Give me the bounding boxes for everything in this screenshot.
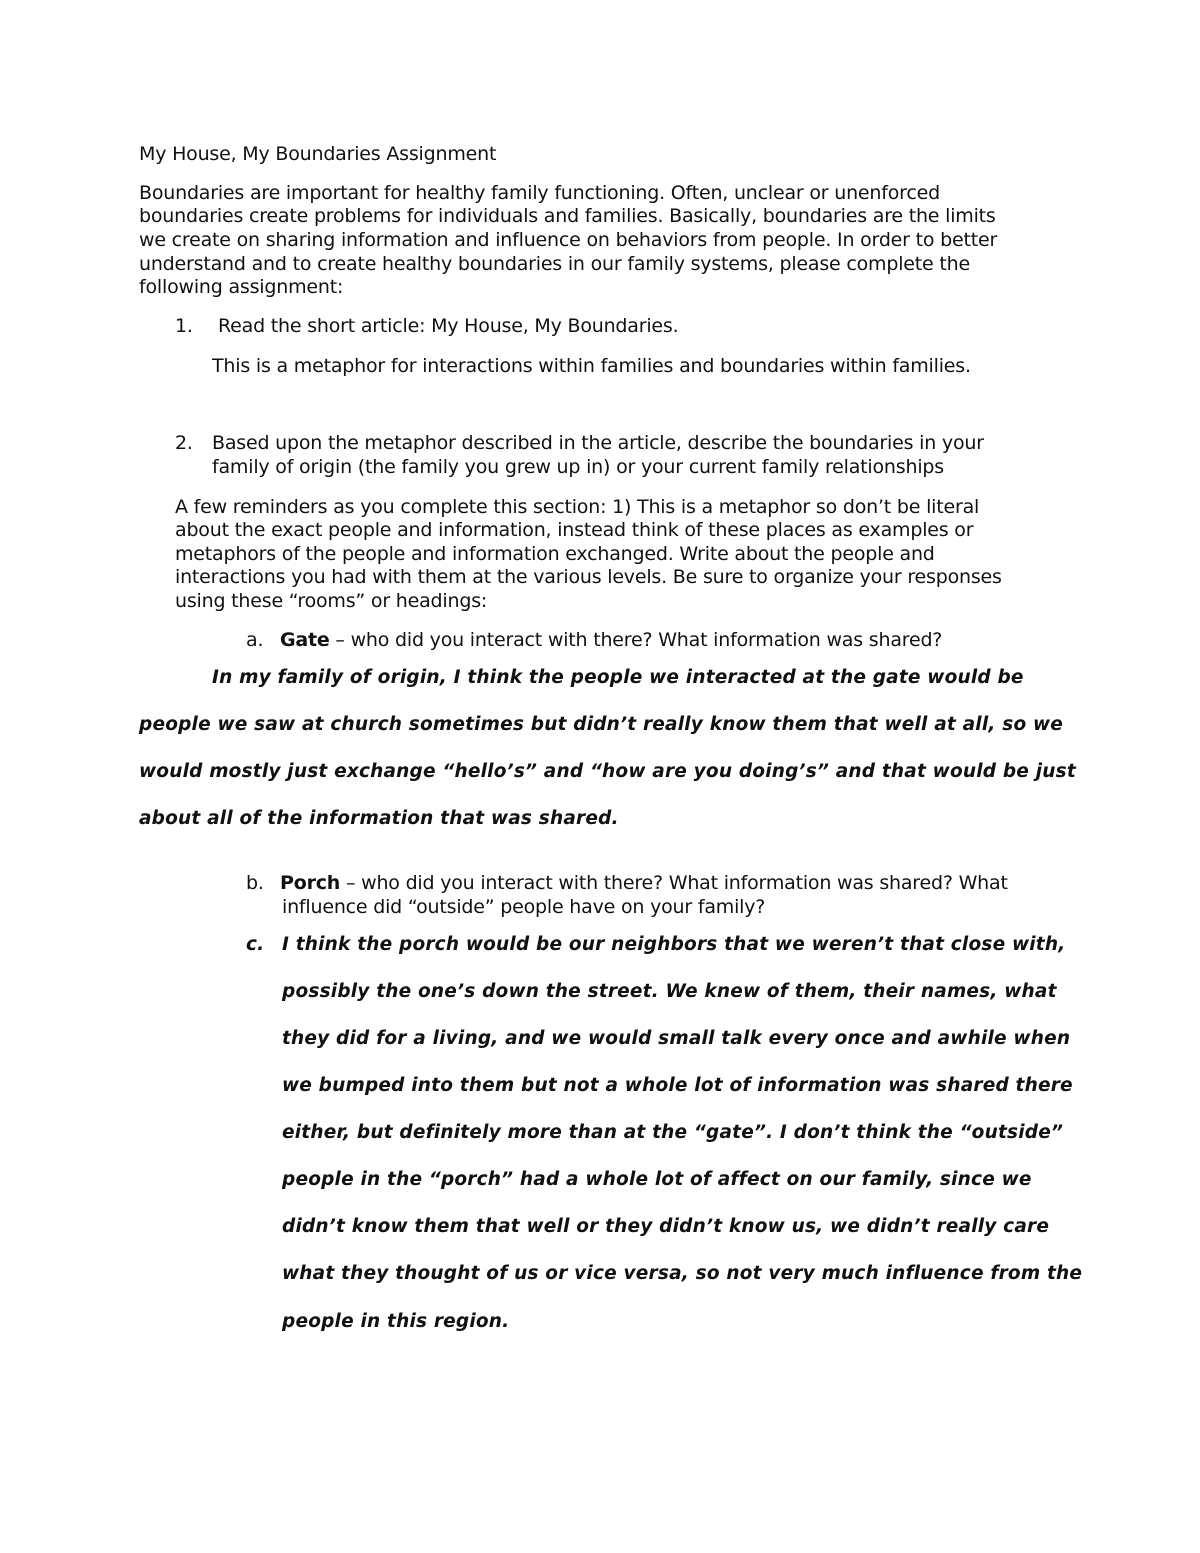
list-item-text: Based upon the metaphor described in the article, describe the boundaries in your — [212, 432, 984, 454]
porch-answer-line: they did for a living, and we would small talk every once and awhile when — [282, 1028, 1071, 1049]
intro-line: boundaries create problems for individuals and families. Basically, boundaries are the limits — [139, 205, 996, 227]
intro-line: Boundaries are important for healthy family functioning. Often, unclear or unenforced — [139, 182, 940, 204]
porch-marker: b. — [246, 872, 264, 894]
intro-line: following assignment: — [139, 276, 344, 298]
intro-line: we create on sharing information and influence on behaviors from people. In order to better — [139, 229, 998, 251]
porch-answer-line: didn’t know them that well or they didn’t know us, we didn’t really care — [282, 1216, 1050, 1237]
porch-heading: Porch — [280, 872, 341, 894]
list-item-text: Read the short article: My House, My Boundaries. — [218, 315, 679, 337]
gate-answer-line: In my family of origin, I think the people we interacted at the gate would be — [212, 667, 1024, 688]
porch-answer-line: either, but definitely more than at the “gate”. I don’t think the “outside” — [282, 1122, 1064, 1143]
porch-answer-line: people in the “porch” had a whole lot of affect on our family, since we — [282, 1169, 1032, 1190]
intro-line: understand and to create healthy boundaries in our family systems, please complete the — [139, 253, 970, 275]
porch-answer-line: I think the porch would be our neighbors that we weren’t that close with, — [282, 934, 1066, 955]
gate-answer-line: about all of the information that was shared. — [139, 808, 619, 829]
gate-marker: a. — [246, 629, 264, 651]
porch-answer-marker: c. — [246, 934, 265, 955]
reminder-line: about the exact people and information, instead think of these places as examples or — [175, 519, 974, 541]
porch-answer-line: what they thought of us or vice versa, so not very much influence from the — [282, 1263, 1083, 1284]
porch-question-text: influence did “outside” people have on your family? — [282, 896, 766, 918]
document-title: My House, My Boundaries Assignment — [139, 143, 497, 165]
list-item-note: This is a metaphor for interactions within families and boundaries within families. — [212, 355, 971, 377]
gate-question-text: – who did you interact with there? What information was shared? — [329, 629, 943, 651]
porch-answer-line: we bumped into them but not a whole lot of information was shared there — [282, 1075, 1073, 1096]
reminder-line: metaphors of the people and information exchanged. Write about the people and — [175, 543, 935, 565]
porch-question — [246, 872, 1008, 896]
reminder-line: using these “rooms” or headings: — [175, 590, 488, 612]
gate-heading: Gate — [280, 629, 330, 651]
list-number: 1. — [175, 315, 193, 337]
list-number: 2. — [175, 432, 193, 454]
gate-answer-line: would mostly just exchange “hello’s” and “how are you doing’s” and that would be just — [139, 761, 1076, 782]
porch-answer-line: possibly the one’s down the street. We knew of them, their names, what — [282, 981, 1057, 1002]
porch-answer-line: people in this region. — [282, 1311, 510, 1332]
reminder-line: interactions you had with them at the various levels. Be sure to organize your responses — [175, 566, 1002, 588]
porch-question-text: – who did you interact with there? What information was shared? What — [340, 872, 1008, 894]
gate-answer-line: people we saw at church sometimes but didn’t really know them that well at all, so we — [139, 714, 1064, 735]
list-item-text: family of origin (the family you grew up in) or your current family relationships — [212, 456, 944, 478]
gate-question — [246, 629, 942, 653]
reminder-line: A few reminders as you complete this section: 1) This is a metaphor so don’t be literal — [175, 496, 980, 518]
